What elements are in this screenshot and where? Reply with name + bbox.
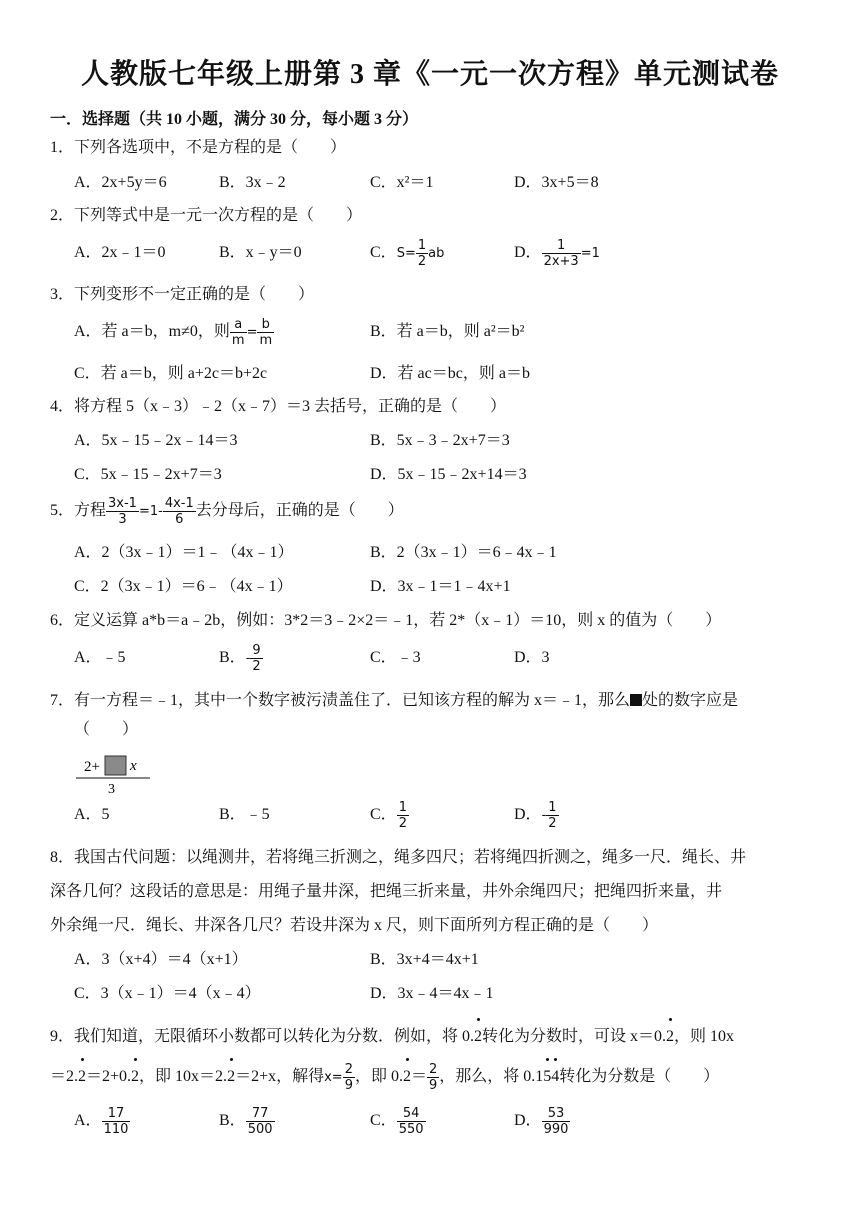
question-2-options [74,236,814,270]
repeating-digit: 2 [474,1020,482,1054]
stem-text: ，则 10x [674,1028,735,1045]
formula-text: S= [396,246,416,261]
fraction: $\frac{1}{2}$ [417,237,427,269]
question-3-options-row1 [74,315,814,349]
stem-text: ，即 0. [354,1068,403,1085]
option-b[interactable]: B．x﹣y＝0 [219,244,302,261]
repeating-digit: 4 [551,1060,559,1094]
option-d[interactable] [514,236,600,271]
option-c[interactable]: C．3（x﹣1）＝4（x﹣4） [74,985,261,1002]
question-9-line-2 [50,1060,812,1095]
stain-right: x [130,758,137,774]
question-7-paren: （ ） [74,721,139,738]
page-title: 人教版七年级上册第 3 章《一元一次方程》单元测试卷 [80,59,779,90]
option-d[interactable]: D．3x+5＝8 [514,174,599,191]
option-d[interactable] [514,798,559,833]
stem-text: 转化为分数时，可设 x＝0. [482,1028,667,1045]
fraction: $\frac{1}{2}$ [398,799,407,831]
option-label: B． [219,1112,246,1129]
stem-text: 去分母后，正确的是（ ） [195,502,404,519]
fraction: $\frac{2}{9}$ [429,1061,438,1093]
option-b[interactable]: B．3x+4＝4x+1 [370,951,479,968]
question-4-stem: 4．将方程 5（x﹣3）﹣2（x﹣7）＝3 去括号，正确的是（ ） [50,398,507,415]
stain-denominator: 3 [108,782,115,796]
question-2-stem: 2．下列等式中是一元一次方程的是（ ） [50,207,363,224]
option-c[interactable]: C．﹣3 [370,649,421,666]
question-6-options [74,641,814,675]
option-d[interactable]: D．3 [514,649,550,666]
option-d[interactable]: D．3x﹣1＝1﹣4x+1 [370,578,511,595]
formula-text: ab [428,246,445,261]
option-label: C． [370,806,397,823]
repeating-digit: 2 [78,1060,86,1094]
question-8-line-3: 外余绳一尺．绳长、井深各几尺？若设井深为 x 尺，则下面所列方程正确的是（ ） [50,917,659,934]
question-9-line-1 [50,1020,812,1054]
option-b[interactable]: B．5x﹣3﹣2x+7＝3 [370,432,510,449]
stem-text: ＝ [410,1068,427,1085]
stem-text: 转化为分数是（ ） [559,1068,720,1085]
option-a[interactable] [74,1104,130,1138]
option-b[interactable]: B．3x﹣2 [219,174,286,191]
option-c[interactable]: C．5x﹣15﹣2x+7＝3 [74,466,222,483]
option-text: A．若 a＝b，m≠0，则 [74,323,230,340]
stem-text: 处的数字应是 [642,692,739,709]
fraction: $\frac{a}{m}$ [231,316,245,348]
option-label: D． [514,1112,542,1129]
question-1-options [74,166,814,200]
option-b[interactable] [219,641,263,676]
stem-text: ，那么，将 0.1 [439,1068,544,1085]
option-c[interactable]: C．若 a＝b，则 a+2c＝b+2c [74,365,268,382]
formula-text: x= [324,1070,343,1085]
stem-text: ＝2+x，解得 [235,1068,325,1085]
formula-text: =1- [138,504,163,519]
fraction: $\frac{77}{500}$ [247,1105,273,1137]
fraction: $\frac{b}{m}$ [259,316,273,348]
option-a[interactable]: A．2（3x﹣1）＝1﹣（4x﹣1） [74,544,294,561]
option-label: D． [514,806,542,823]
question-8-line-2: 深各几何？这段话的意思是：用绳子量井深，把绳三折来量，井外余绳四尺；把绳四折来量，井 [50,883,723,900]
option-a[interactable]: A．5 [74,806,110,823]
question-7-options [74,798,814,832]
fraction: $\frac{2}{9}$ [344,1061,353,1093]
repeating-digit: 2 [131,1060,139,1094]
option-d[interactable] [514,1104,570,1138]
option-a[interactable]: A．2x﹣1＝0 [74,244,166,261]
option-b[interactable]: B．2（3x﹣1）＝6﹣4x﹣1 [370,544,557,561]
repeating-digit: 2 [403,1060,411,1094]
option-d[interactable]: D．5x﹣15﹣2x+14＝3 [370,466,527,483]
option-b[interactable] [219,1104,275,1138]
option-c[interactable] [370,236,444,271]
minus-sign: - [541,808,547,823]
option-a[interactable]: A．2x+5y＝6 [74,174,167,191]
option-b[interactable]: B．若 a＝b，则 a²＝b² [370,323,525,340]
stem-text: ＝2+0. [86,1068,132,1085]
fraction: $\frac{53}{990}$ [543,1105,569,1137]
option-a[interactable]: A．3（x+4）＝4（x+1） [74,951,248,968]
fraction: $\frac{1}{2}$ [548,799,557,831]
question-8-options-row1 [74,943,814,977]
question-8-options-row2 [74,977,814,1011]
question-5-options-row1 [74,536,814,570]
question-3-stem: 3．下列变形不一定正确的是（ ） [50,286,315,303]
stem-text: ＝2. [50,1068,79,1085]
question-5-stem [50,494,812,529]
equals-sign: = [246,325,258,340]
question-6-stem: 6．定义运算 a*b＝a﹣2b，例如：3*2＝3﹣2×2＝﹣1，若 2*（x﹣1）＝10，则 x 的值为（ ） [50,612,722,629]
stem-text: 5．方程 [50,502,107,519]
minus-sign: - [245,651,251,666]
stain-left: 2+ [84,759,100,775]
question-5-options-row2 [74,570,814,604]
option-c[interactable]: C．x²＝1 [370,174,434,191]
repeating-digit: 5 [543,1060,551,1094]
stain-square-icon [105,756,126,775]
option-d[interactable]: D．3x﹣4＝4x﹣1 [370,985,494,1002]
option-c[interactable] [370,798,409,832]
option-label: C． [370,244,397,261]
fraction: $\frac{17}{110}$ [103,1105,129,1137]
question-8-line-1: 8．我国古代问题：以绳测井，若将绳三折测之，绳多四尺；若将绳四折测之，绳多一尺．绳长、井 [50,849,747,866]
section-heading: 一．选择题（共 10 小题，满分 30 分，每小题 3 分） [50,111,419,128]
fraction: $\frac{4x-1}{6}$ [164,495,194,527]
option-a[interactable]: A．5x﹣15﹣2x﹣14＝3 [74,432,238,449]
option-c[interactable] [370,1104,426,1138]
option-label: D． [514,244,542,261]
option-a[interactable] [74,315,274,350]
option-label: A． [74,1112,102,1129]
fraction: $\frac{3x-1}{3}$ [108,495,137,527]
fraction: $\frac{54}{550}$ [398,1105,424,1137]
question-1-stem: 1．下列各选项中，不是方程的是（ ） [50,139,347,156]
option-d[interactable]: D．若 ac＝bc，则 a＝b [370,365,530,382]
fraction: $\frac{1}{2x+3}$ [543,237,579,269]
repeating-digit: 2 [227,1060,235,1094]
formula-text: =1 [580,246,600,261]
stem-text: 7．有一方程＝﹣1，其中一个数字被污渍盖住了．已知该方程的解为 x＝﹣1，那么 [50,692,631,709]
option-label: B． [219,649,246,666]
question-9-options [74,1104,814,1138]
question-4-options-row1 [74,424,814,458]
stain-square-icon [630,694,642,706]
question-4-options-row2 [74,458,814,492]
option-label: C． [370,1112,397,1129]
option-a[interactable]: A．﹣5 [74,649,126,666]
fraction: $\frac{9}{2}$ [252,642,261,674]
stained-equation [74,752,152,796]
stem-text: ，即 10x＝2. [139,1068,228,1085]
question-3-options-row2 [74,357,814,391]
question-7-stem [50,684,812,718]
option-b[interactable]: B．﹣5 [219,806,270,823]
repeating-digit: 2 [666,1020,674,1054]
stem-text: 9．我们知道，无限循环小数都可以转化为分数．例如，将 0. [50,1028,475,1045]
option-c[interactable]: C．2（3x﹣1）＝6﹣（4x﹣1） [74,578,293,595]
